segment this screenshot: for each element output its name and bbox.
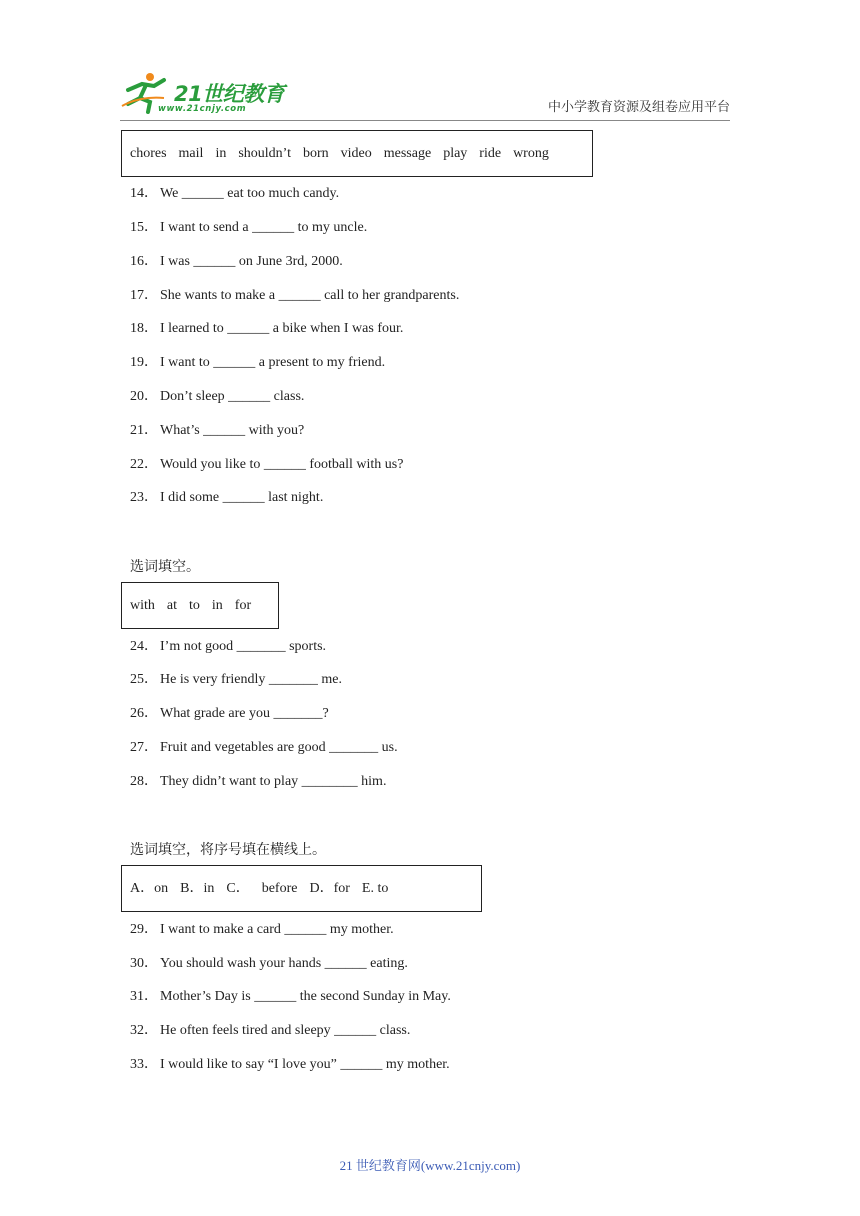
question-28: 28． They didn’t want to play ________ him.	[130, 774, 387, 789]
footer-link[interactable]: 21 世纪教育网(www.21cnjy.com)	[339, 1158, 521, 1173]
question-30: 30． You should wash your hands ______ eating.	[130, 956, 408, 971]
question-19: 19． I want to ______ a present to my friend.	[130, 355, 386, 370]
question-23: 23． I did some ______ last night.	[130, 490, 324, 505]
word-bank-item: shouldn’t	[238, 145, 291, 161]
word-bank-item: ride	[479, 145, 502, 161]
question-33: 33． I would like to say “I love you” ______ my mother.	[130, 1057, 450, 1072]
question-29: 29． I want to make a card ______ my mother.	[130, 922, 394, 937]
question-18: 18． I learned to ______ a bike when I was four.	[130, 321, 404, 336]
word-bank-item: mail	[178, 145, 204, 161]
word-bank-item: E. to	[361, 880, 389, 896]
word-bank-1	[121, 130, 593, 177]
word-bank-item: play	[443, 145, 468, 161]
question-27: 27． Fruit and vegetables are good _______ us.	[130, 740, 398, 755]
word-bank-item: for	[234, 597, 252, 613]
word-bank-item: to	[189, 597, 200, 613]
question-25: 25． He is very friendly _______ me.	[130, 672, 342, 687]
question-17: 17． She wants to make a ______ call to her grandparents.	[130, 288, 460, 303]
question-32: 32． He often feels tired and sleepy ______ class.	[130, 1023, 411, 1038]
header-divider	[120, 120, 730, 121]
logo-url: www.21cnjy.com	[158, 104, 247, 114]
platform-title: 中小学教育资源及组卷应用平台	[547, 100, 730, 115]
word-bank-item: in	[211, 597, 223, 613]
question-16: 16． I was ______ on June 3rd, 2000.	[130, 254, 343, 269]
question-14: 14． We ______ eat too much candy.	[130, 186, 340, 201]
site-logo	[120, 70, 290, 116]
question-15: 15． I want to send a ______ to my uncle.	[130, 220, 368, 235]
word-bank-item: born	[302, 145, 329, 161]
word-bank-item: before	[261, 880, 298, 896]
word-bank-item: video	[340, 145, 372, 161]
question-26: 26． What grade are you _______?	[130, 706, 329, 721]
word-bank-item: chores	[130, 145, 167, 161]
section-2-heading: 选词填空。	[130, 559, 200, 575]
word-bank-item: C．	[226, 880, 250, 896]
word-bank-item: with	[130, 597, 155, 613]
word-bank-2	[121, 582, 279, 629]
question-31: 31． Mother’s Day is ______ the second Sunday in May.	[130, 989, 451, 1004]
question-20: 20． Don’t sleep ______ class.	[130, 389, 305, 404]
word-bank-item: in	[215, 145, 227, 161]
logo-text: 21世纪教育	[174, 82, 285, 106]
word-bank-item: wrong	[513, 145, 549, 161]
word-bank-item: message	[383, 145, 432, 161]
section-3-heading: 选词填空，将序号填在横线上。	[130, 842, 326, 858]
question-24: 24． I’m not good _______ sports.	[130, 639, 327, 654]
word-bank-item: A．on	[130, 880, 169, 896]
word-bank-3	[121, 865, 482, 912]
word-bank-item: D．for	[309, 880, 350, 896]
question-22: 22． Would you like to ______ football with us?	[130, 457, 404, 472]
word-bank-item: at	[166, 597, 177, 613]
word-bank-item: B．in	[180, 880, 215, 896]
question-21: 21． What’s ______ with you?	[130, 423, 305, 438]
